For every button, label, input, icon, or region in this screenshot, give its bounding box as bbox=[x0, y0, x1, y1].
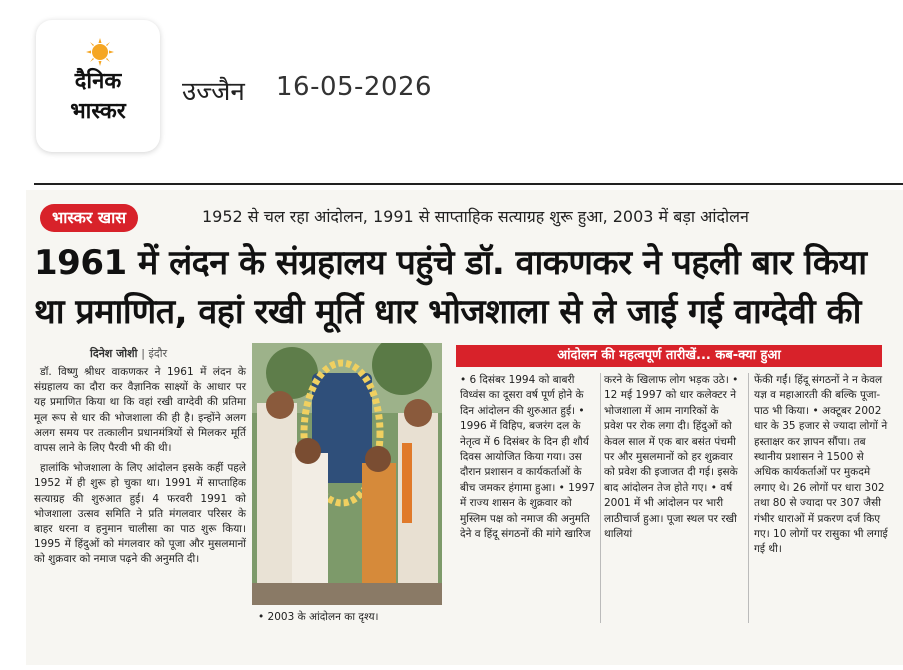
headline-line1: 1961 में लंदन के संग्रहालय पहुंचे डॉ. वाकणकर ने पहली बार किया bbox=[34, 243, 867, 283]
timeline-heading: आंदोलन की महत्वपूर्ण तारीखें... कब-क्या हुआ bbox=[456, 345, 882, 367]
dainik-bhaskar-logo bbox=[36, 20, 160, 152]
column-divider bbox=[600, 373, 601, 623]
logo-text-line2: भास्कर bbox=[70, 99, 126, 124]
news-clipping bbox=[26, 190, 903, 665]
article-body bbox=[34, 365, 246, 573]
section-tag: भास्कर खास bbox=[40, 204, 138, 232]
timeline-column-2: करने के खिलाफ लोग भड़क उठे। • 12 मई 1997 को धार कलेक्टर ने भोजशाला में आम नागरिकों के प्रवेश पर रोक लगा दी। हिंदुओं को केवल साल में एक बार बसंत पंचमी पर और मुसलमानों को हर शुक्रवार को प्रवेश की इजाजत दी गई। इसके बाद आंदोलन तेज होते गए। • वर्ष 2001 में भी आंदोलन पर भारी लाठीचार्ज हुआ। पूजा स्थल पर रखी थालियां bbox=[604, 374, 739, 541]
sun-logo-icon bbox=[86, 38, 114, 66]
timeline-column-3: फेंकी गईं। हिंदू संगठनों ने न केवल यज्ञ व महाआरती की बल्कि पूजा-पाठ भी किया। • अक्टूबर 2002 धार के 35 हजार से ज्यादा लोगों ने हस्ताक्षर कर ज्ञापन सौंपा। तब स्थानीय प्रशासन ने 1500 से अधिक कार्यकर्ताओं पर मुकदमे लगाए थे। 26 लोगों पर धारा 302 तथा 80 से ज्यादा पर 307 जैसी गंभीर धाराओं में प्रकरण दर्ज किए गए। 10 लोगों पर रासुका भी लगाई गई थी। bbox=[754, 374, 888, 556]
column-divider bbox=[748, 373, 749, 623]
edition-date: 16-05-2026 bbox=[276, 72, 433, 102]
body-paragraph-1: डॉ. विष्णु श्रीधर वाकणकर ने 1961 में लंदन के संग्रहालय का दौरा कर वैज्ञानिक साक्ष्यों के आधार पर यह प्रमाणित किया था कि वहां रखी वाग्देवी की प्रतिमा मूल रूप से धार की भोजशाला की ही है। इन्होंने अलग अलग समय पर तत्कालीन प्रधानमंत्रियों से मिलकर मूर्ति वापस लाने के लिए पैरवी भी की थी। bbox=[34, 366, 246, 455]
logo-text-line1: दैनिक bbox=[74, 69, 122, 94]
timeline-column-1: • 6 दिसंबर 1994 को बाबरी विध्वंस का दूसरा वर्ष पूर्ण होने के दिन आंदोलन की शुरुआत हुई। • 1996 में विहिप, बजरंग दल के नेतृत्व में 6 दिसंबर के दिन ही शौर्य दिवस आयोजित किया गया। उस दौरान प्रशासन व कार्यकर्ताओं के बीच जमकर हंगामा हुआ। • 1997 में राज्य शासन के शुक्रवार को मुस्लिम पक्ष को नमाज की अनुमति देने व हिंदू संगठनों की मांगे खारिज bbox=[460, 374, 595, 541]
kicker-line: 1952 से चल रहा आंदोलन, 1991 से साप्ताहिक सत्याग्रह शुरू हुआ, 2003 में बड़ा आंदोलन bbox=[202, 207, 749, 226]
photo-caption: • 2003 के आंदोलन का दृश्य। bbox=[258, 611, 379, 623]
edition-city: उज्जैन bbox=[182, 77, 245, 107]
byline-city: | इंदौर bbox=[141, 347, 168, 360]
byline bbox=[90, 346, 167, 361]
protest-photo-illustration bbox=[252, 343, 442, 605]
byline-author: दिनेश जोशी bbox=[90, 347, 138, 360]
headline-line2: था प्रमाणित, वहां रखी मूर्ति धार भोजशाला से ले जाई गई वाग्देवी की bbox=[34, 292, 861, 332]
body-paragraph-2: हालांकि भोजशाला के लिए आंदोलन इसके कहीं पहले 1952 में ही शुरू हो चुका था। 1991 में साप्ताहिक सत्याग्रह की शुरुआत हुई। 4 फरवरी 1991 को भोजशाला उत्सव समिति ने प्रति मंगलवार परिसर के बाहर धरना व हनुमान चालीसा का पाठ शुरू किया। 1995 में हिंदुओं को मंगलवार को पूजा और मुसलमानों को शुक्रवार को नमाज पढ़ने की अनुमति दी। bbox=[34, 462, 246, 566]
header-divider bbox=[34, 183, 903, 185]
protest-photo bbox=[252, 343, 442, 605]
